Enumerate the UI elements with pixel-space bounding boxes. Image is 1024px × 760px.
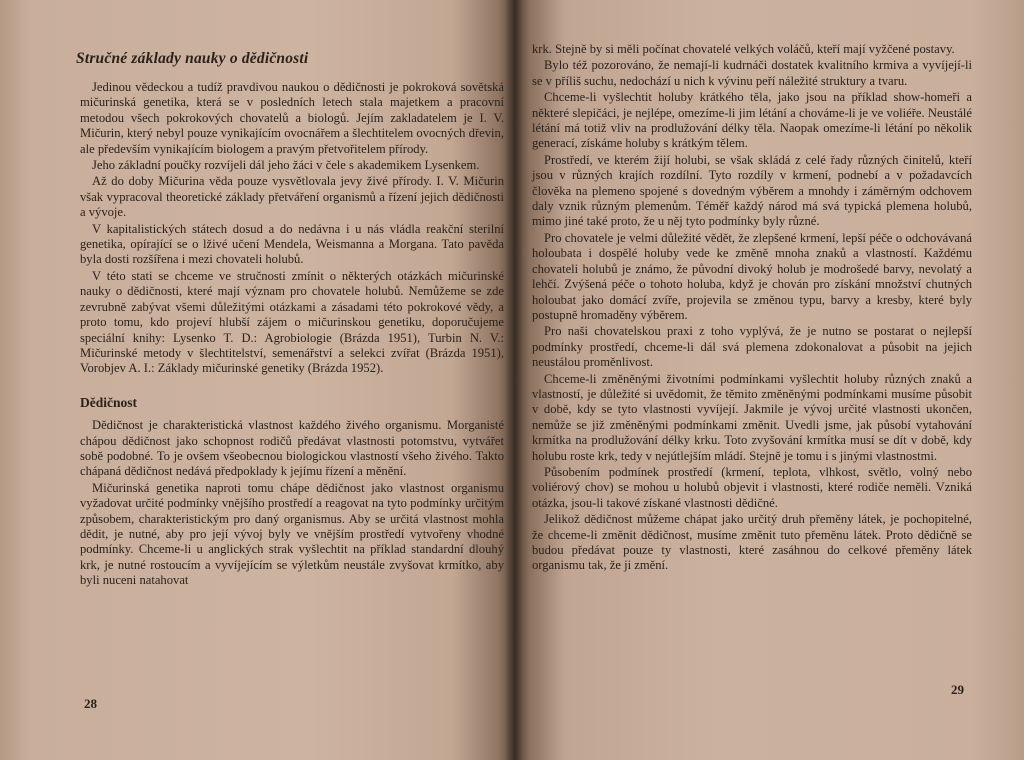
paragraph: Až do doby Mičurina věda pouze vysvětlovala jevy živé přírody. I. V. Mičurin však vypracoval theoretické základy přetváření organismů a řízení jejich dědičnosti a vývoje. <box>80 174 504 220</box>
paragraph: V kapitalistických státech dosud a do nedávna i u nás vládla reakční sterilní genetika, opírající se o lživé učení Mendela, Weismanna a Morgana. Tato pavěda byla dosti rozšířena i mezi chovateli holubů. <box>80 221 504 267</box>
paragraph: Jedinou vědeckou a tudíž pravdivou naukou o dědičnosti je pokroková sovětská mičurinská genetika, která se v posledních letech stala majetkem a pracovní metodou všech pokrokových chovatelů a biologů. Jejím zakladatelem je I. V. Mičurin, který nebyl pouze vynikajícím ovocnářem a šlechtitelem ovocných dřevin, ale především vynikajícím biologem a pravým přetvořitelem přírody. <box>80 80 504 156</box>
left-text-block <box>80 80 504 590</box>
paragraph: Pro chovatele je velmi důležité vědět, že zlepšené krmení, lepší péče o odchovávaná holoubata i dospělé holuby vede ke změně mnoha znaků a vlastností. Každému chovateli holubů je známo, že původní divoký holub je modrošedé barvy, nevolatý a lehčí. Zvýšená péče o tohoto holuba, když je chován pro získání množství chutných holoubat jako domácí zvíře, projevila se změnou typu, barvy a kresby, které byly postupně hromaděny výběrem. <box>532 230 972 322</box>
paragraph: V této stati se chceme ve stručnosti zmínit o některých otázkách mičurinské nauky o dědičnosti, které mají význam pro chovatele holubů. Nemůžeme se zde zevrubně zabývat všemi důležitými otázkami a zásadami této pokrokové vědy, a proto tomu, kdo projeví hlubší zájem o mičurinskou genetiku, doporučujeme speciální knihy: Lysenko T. D.: Agrobiologie (Brázda 1951), Turbin N. V.: Mičurinské metody v šlechtitelství, semenářství a selekci zvířat (Brázda 1951), Vorobjev A. I.: Základy mičurinské genetiky (Brázda 1952). <box>80 268 504 376</box>
section-title: Stručné základy nauky o dědičnosti <box>76 50 309 67</box>
paragraph: Chceme-li změněnými životními podmínkami vyšlechtit holuby různých znaků a vlastností, je důležité si uvědomit, že těmito změněnými podmínkami musíme působit v době, kdy se tyto vlastnosti vyvíjejí. Jakmile je vývoj určité vlastnosti ukončen, nemůže se již změněnými podmínkami změnit. Uvedli jsme, jak působí vytahování krmítka na prodlužování délky krku. Toto zvyšování krmítka musí se dít v době, kdy holubu roste krk, tedy v nejútlejším mládí. Stejně je tomu i s jinými vlastnostmi. <box>532 371 972 463</box>
right-page <box>514 0 1024 760</box>
paragraph: Jeho základní poučky rozvíjeli dál jeho žáci v čele s akademikem Lysenkem. <box>92 158 480 173</box>
page-number: 29 <box>951 682 964 697</box>
paragraph: krk. Stejně by si měli počínat chovatelé velkých voláčů, kteří mají vyžčené postavy. <box>532 42 955 56</box>
paragraph: Pro naši chovatelskou praxi z toho vyplývá, že je nutno se postarat o nejlepší podmínky prostředí, chceme-li dál svá plemena zdokonalovat a působit na jejich neustálou proměnlivost. <box>532 324 972 370</box>
paragraph: Mičurinská genetika naproti tomu chápe dědičnost jako vlastnost organismu vyžadovat určité podmínky vnějšího prostředí a reagovat na tyto podmínky určitým způsobem, charakteristickým pro daný organismus. Aby se určitá vlastnost mohla dědit, je nutné, aby pro její vývoj byly ve vnějším prostředí vytvořeny vhodné podmínky. Chceme-li u anglických strak vyšlechtit na příklad standardní dlouhý krk, je nutné rostoucím a vyvíjejícím se výletkům neustále zvyšovat krmítko, aby byli nuceni natahovat <box>80 480 504 588</box>
paragraph: Jelikož dědičnost můžeme chápat jako určitý druh přeměny látek, je pochopitelné, že chceme-li změnit dědičnost, musíme změnit tuto přeměnu látek. Proto dědičně se budou předávat pouze ty vlastnosti, které zasáhnou do celkové přeměny látek organismu tak, že ji změní. <box>532 512 972 573</box>
page-number: 28 <box>84 696 97 711</box>
right-text-block <box>532 42 972 575</box>
paragraph: Působením podmínek prostředí (krmení, teplota, vlhkost, světlo, volný nebo voliérový chov) se mohou u holubů objevit i vlastnosti, které rodiče neměli. Vzniká otázka, jsou-li takové získané vlastnosti dědičné. <box>532 464 972 510</box>
book-gutter <box>505 0 523 760</box>
paragraph: Dědičnost je charakteristická vlastnost každého živého organismu. Morganisté chápou dědičnost jako schopnost rodičů předávat vlastnosti potomstvu, vytvářet sobě podobné. To je ovšem všeobecnou biologickou vlastností všeho živého. Takto chápaná dědičnost nedává předpoklady k jejímu řízení a měnění. <box>80 418 504 479</box>
paragraph: Prostředí, ve kterém žijí holubi, se však skládá z celé řady různých činitelů, kteří jsou v různých krajích rozdílní. Tyto rozdíly v krmení, podnebí a v požadavcích člověka na plemeno spojené s dovedným výběrem a mnohdy i záměrným odchovem daly vznik různým plemenům. Téměř každý národ má svá typická plemena holubů, mimo jiné také proto, že u něj tyto podmínky byly různé. <box>532 152 972 229</box>
subheading: Dědičnost <box>80 394 137 410</box>
paragraph: Bylo též pozorováno, že nemají-li kudrnáči dostatek kvalitního krmiva a vyvíjejí-li se v příliš suchu, nedochází u nich k vývinu peří náležité struktury a tvaru. <box>532 58 972 88</box>
paragraph: Chceme-li vyšlechtit holuby krátkého těla, jako jsou na příklad show-homeři a některé slepičáci, je nejlépe, omezíme-li jim létání a chováme-li je ve voliéře. Neustálé létání má totiž vliv na prodlužování délky těla. Naopak omezíme-li létání po několik generací, získáme holuby s krátkým tělem. <box>532 90 972 151</box>
